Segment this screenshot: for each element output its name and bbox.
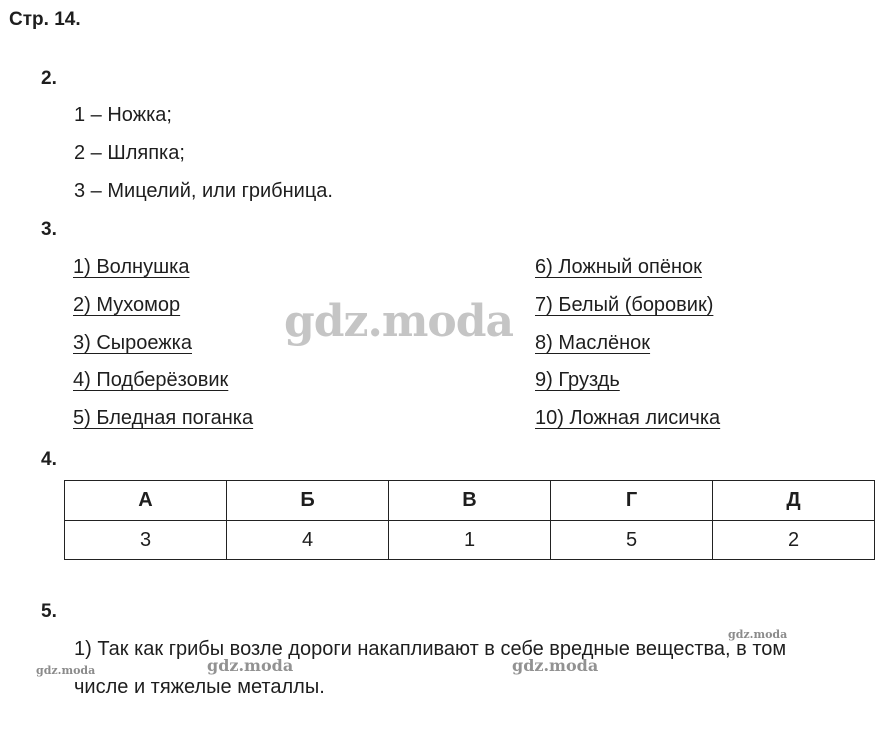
mushroom-item-5[interactable]: 5) Бледная поганка [73,407,254,429]
table-row [65,521,875,560]
watermark-logo: gdz.moda [512,656,599,675]
table-header-d: Д [713,481,875,521]
mushroom-item-1[interactable]: 1) Волнушка [73,256,190,278]
mushroom-item-7[interactable]: 7) Белый (боровик) [535,294,714,316]
watermark-logo: gdz.moda [728,628,788,641]
table-header-row [65,481,875,521]
table-header-a: А [65,481,227,521]
table-cell: 5 [551,521,713,560]
task-2-number: 2. [41,68,57,89]
answer-table [64,480,875,560]
mushroom-item-6[interactable]: 6) Ложный опёнок [535,256,702,278]
page-title: Стр. 14. [9,9,81,30]
task-5-number: 5. [41,601,57,622]
mushroom-item-3[interactable]: 3) Сыроежка [73,332,192,354]
watermark-logo: gdz.moda [284,296,514,347]
mushroom-item-10[interactable]: 10) Ложная лисичка [535,407,721,429]
table-header-g: Г [551,481,713,521]
table-cell: 4 [227,521,389,560]
table-cell: 3 [65,521,227,560]
mushroom-item-8[interactable]: 8) Маслёнок [535,332,651,354]
task-5-line-1: 1) Так как грибы возле дороги накапливают в себе вредные вещества, в том [74,638,787,660]
mushroom-item-9[interactable]: 9) Груздь [535,369,620,391]
mushroom-item-4[interactable]: 4) Подберёзовик [73,369,229,391]
task-4-number: 4. [41,449,57,470]
table-cell: 1 [389,521,551,560]
mushroom-item-2[interactable]: 2) Мухомор [73,294,181,316]
watermark-logo: gdz.moda [207,656,294,675]
task-2-line-2: 2 – Шляпка; [74,142,185,164]
table-header-b: Б [227,481,389,521]
table-header-v: В [389,481,551,521]
watermark-logo: gdz.moda [36,664,96,677]
task-5-line-2: числе и тяжелые металлы. [74,676,325,698]
task-2-line-1: 1 – Ножка; [74,104,172,126]
table-cell: 2 [713,521,875,560]
task-3-number: 3. [41,219,57,240]
task-2-line-3: 3 – Мицелий, или грибница. [74,180,333,202]
